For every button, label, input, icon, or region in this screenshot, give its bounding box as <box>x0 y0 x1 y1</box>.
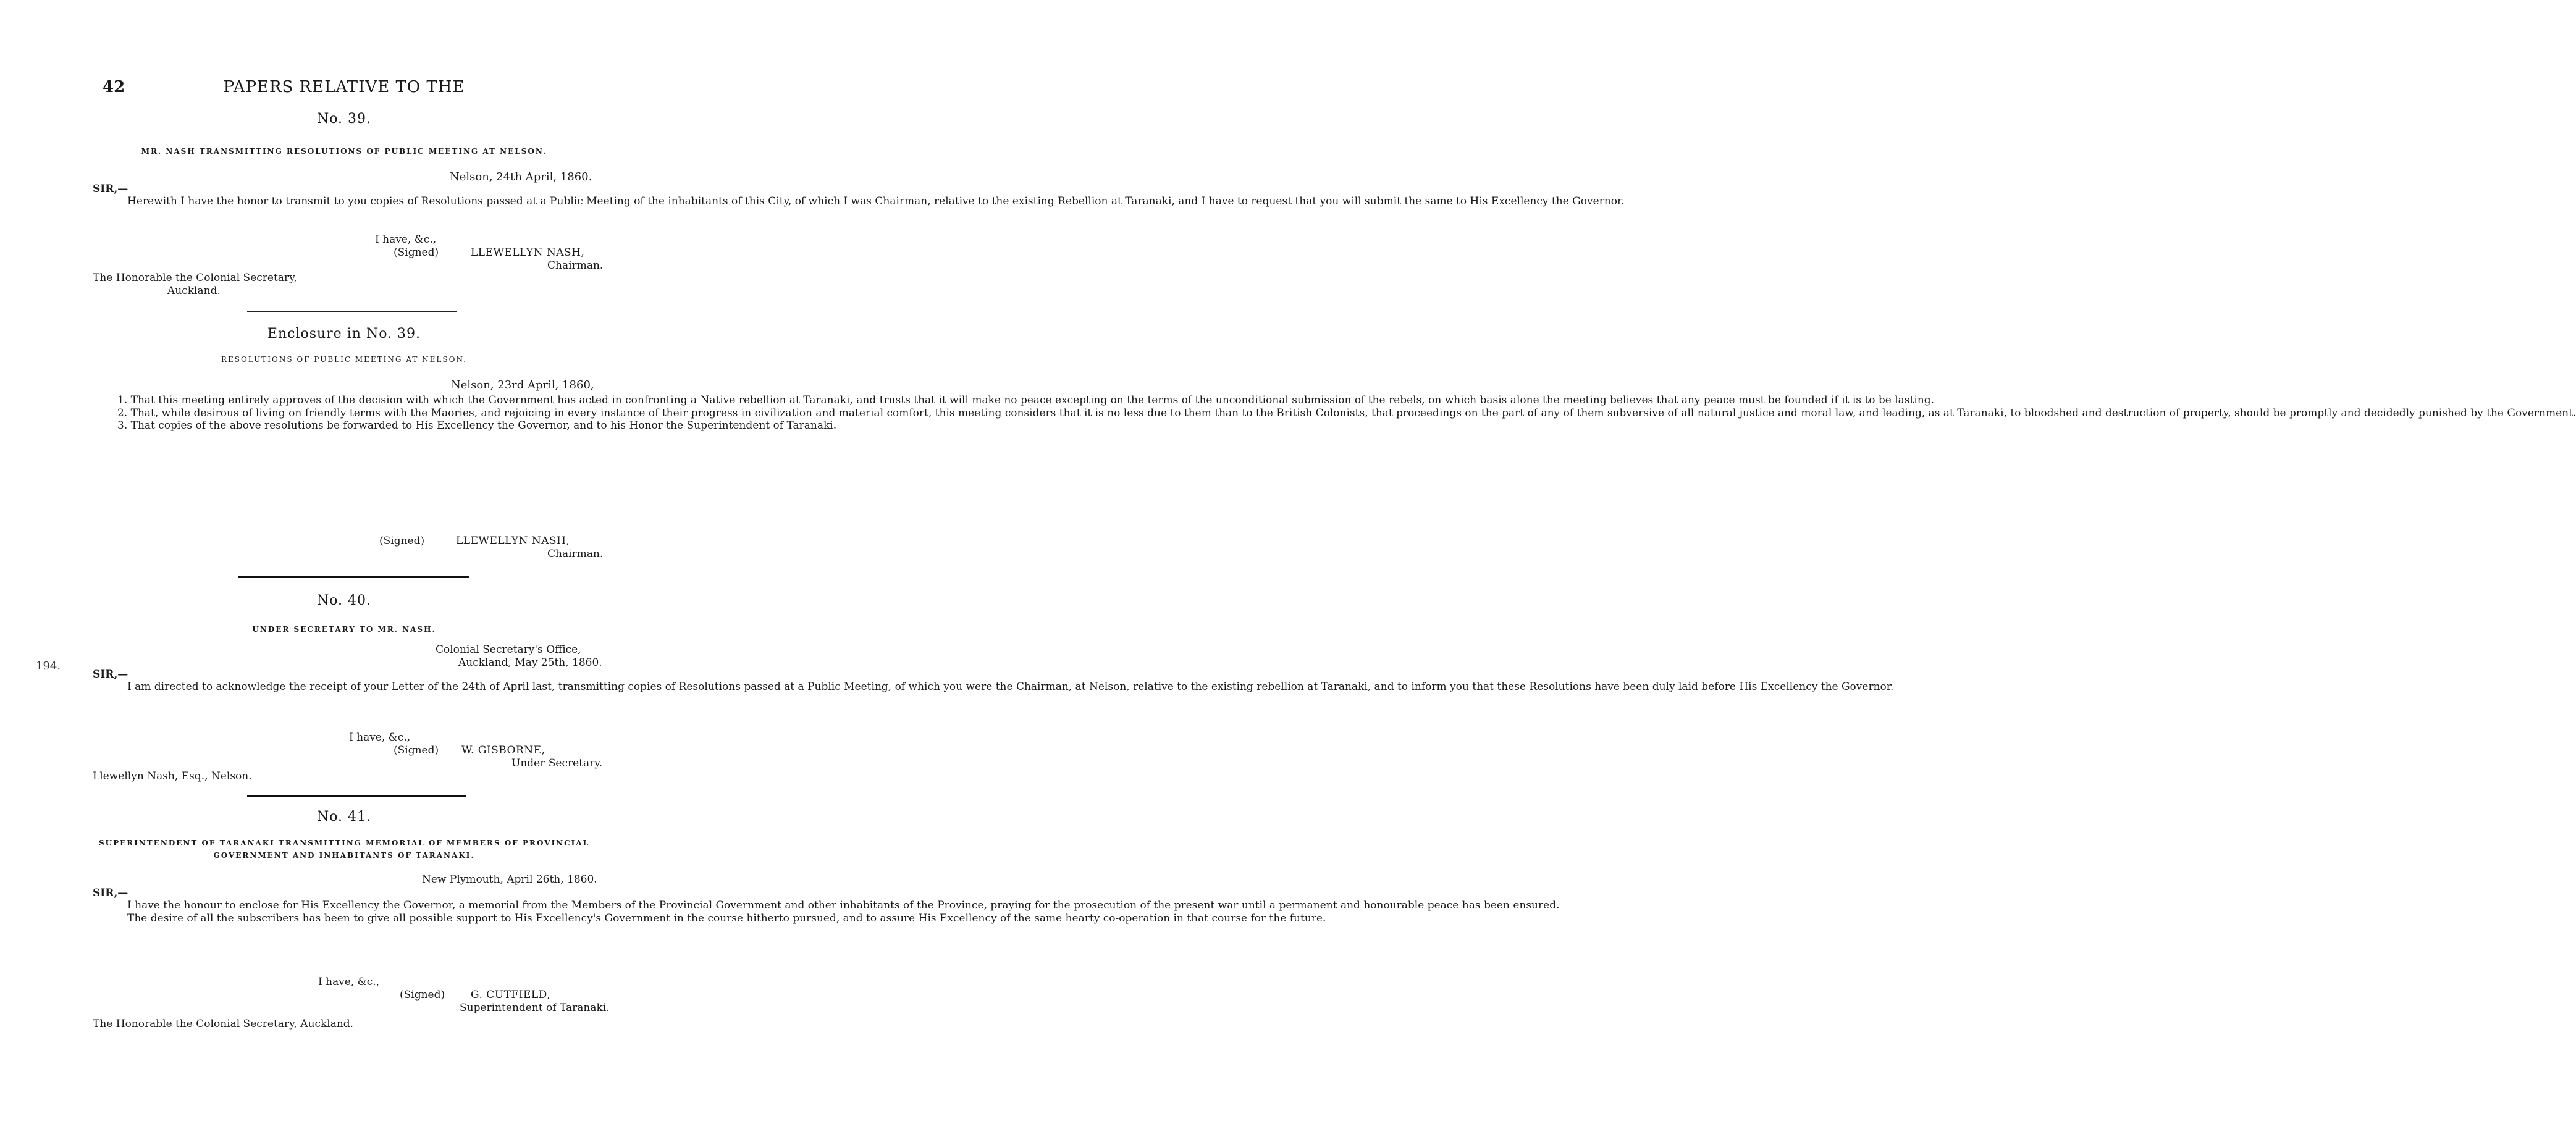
margin-note: 194. <box>36 660 61 673</box>
doc40-heading: UNDER SECRETARY TO MR. NASH. <box>252 625 436 634</box>
doc41-body <box>93 899 1560 925</box>
doc40-paragraph-1: I am directed to acknowledge the receipt of your Letter of the 24th of April last, transmitting copies of Resolutions passed at a Public Meeting, of which you were the Chairman, at Nelson, relative to the existing rebellion at Taranaki, and to inform you that these Resolutions have been duly laid before His Excellency the Governor. <box>127 681 1894 693</box>
enclosure39-signatory-title: Chairman. <box>547 548 604 560</box>
enclosure39-subheading: RESOLUTIONS OF PUBLIC MEETING AT NELSON. <box>221 355 467 364</box>
running-head: PAPERS RELATIVE TO THE <box>223 78 465 96</box>
enclosure39-signatory: LLEWELLYN NASH, <box>456 535 570 547</box>
separator-rule <box>238 576 469 578</box>
doc39-number: No. 39. <box>316 111 372 127</box>
doc40-place-line1: Colonial Secretary's Office, <box>436 644 581 656</box>
doc39-place-date: Nelson, 24th April, 1860. <box>450 170 592 183</box>
doc40-body <box>93 681 1894 694</box>
doc41-paragraph-2: The desire of all the subscribers has been to give all possible support to His Excellency's Government in the course hitherto pursued, and to assure His Excellency of the same hearty co-operation in that course for the future. <box>127 912 1326 925</box>
doc39-addressee-line2: Auckland. <box>167 285 221 297</box>
doc40-place-line2: Auckland, May 25th, 1860. <box>458 657 602 669</box>
doc41-signed: (Signed) <box>400 989 445 1001</box>
doc40-number: No. 40. <box>316 593 372 608</box>
doc39-salutation: SIR,— <box>93 183 128 195</box>
doc39-addressee-line1: The Honorable the Colonial Secretary, <box>93 272 297 284</box>
doc39-signatory: LLEWELLYN NASH, <box>471 246 585 259</box>
doc41-number: No. 41. <box>316 809 372 824</box>
doc41-heading-line2: GOVERNMENT AND INHABITANTS OF TARANAKI. <box>213 851 475 860</box>
doc41-place-date: New Plymouth, April 26th, 1860. <box>422 873 597 886</box>
doc41-addressee: The Honorable the Colonial Secretary, Auckland. <box>93 1018 354 1030</box>
resolution-2: 2. That, while desirous of living on friendly terms with the Maories, and rejoicing in every instance of their progress in civilization and material comfort, this meeting considers that it is no less due to them than to the British Colonists, that proceedings on the part of any of them subversive of all natural justice and moral law, and leading, as at Taranaki, to bloodshed and destruction of property, should be promptly and decidedly punished by the Government. <box>117 406 2576 419</box>
doc39-signed: (Signed) <box>394 246 439 259</box>
doc39-heading: MR. NASH TRANSMITTING RESOLUTIONS OF PUBLIC MEETING AT NELSON. <box>141 147 547 156</box>
doc41-heading-line1: SUPERINTENDENT OF TARANAKI TRANSMITTING MEMORIAL OF MEMBERS OF PROVINCIAL <box>98 839 590 847</box>
enclosure39-resolutions <box>93 394 2576 432</box>
resolution-3: 3. That copies of the above resolutions be forwarded to His Excellency the Governor, and to his Honor the Superintendent of Taranaki. <box>117 419 837 432</box>
enclosure39-heading: Enclosure in No. 39. <box>267 326 421 342</box>
separator-rule <box>247 795 466 797</box>
resolution-1: 1. That this meeting entirely approves of the decision with which the Government has acted in confronting a Native rebellion at Taranaki, and trusts that it will make no peace excepting on the terms of the unconditional submission of the rebels, on which basis alone the meeting believes that any peace must be founded if it is to be lasting. <box>117 394 1935 406</box>
doc39-paragraph-1: Herewith I have the honor to transmit to you copies of Resolutions passed at a Public Meeting of the inhabitants of this City, of which I was Chairman, relative to the existing Rebellion at Taranaki, and I have to request that you will submit the same to His Excellency the Governor. <box>127 195 1625 208</box>
doc40-addressee: Llewellyn Nash, Esq., Nelson. <box>93 770 252 782</box>
doc39-signatory-title: Chairman. <box>547 259 604 272</box>
doc41-paragraph-1: I have the honour to enclose for His Excellency the Governor, a memorial from the Members of the Provincial Government and other inhabitants of the Province, praying for the prosecution of the present war until a permanent and honourable peace has been ensured. <box>127 899 1560 912</box>
doc40-signatory-title: Under Secretary. <box>511 757 603 770</box>
doc39-closing: I have, &c., <box>375 233 437 246</box>
doc41-closing: I have, &c., <box>318 976 380 988</box>
page-number: 42 <box>103 78 125 96</box>
doc41-signatory-title: Superintendent of Taranaki. <box>460 1002 610 1014</box>
doc40-closing: I have, &c., <box>349 731 411 744</box>
doc39-body <box>93 195 1625 208</box>
doc40-signatory: W. GISBORNE, <box>461 744 545 757</box>
doc40-signed: (Signed) <box>394 744 439 757</box>
separator-rule <box>247 311 457 312</box>
doc41-signatory: G. CUTFIELD, <box>471 989 551 1001</box>
enclosure39-place-date: Nelson, 23rd April, 1860, <box>451 379 594 392</box>
doc40-salutation: SIR,— <box>93 668 128 681</box>
doc41-salutation: SIR,— <box>93 887 128 899</box>
enclosure39-signed: (Signed) <box>379 535 425 547</box>
